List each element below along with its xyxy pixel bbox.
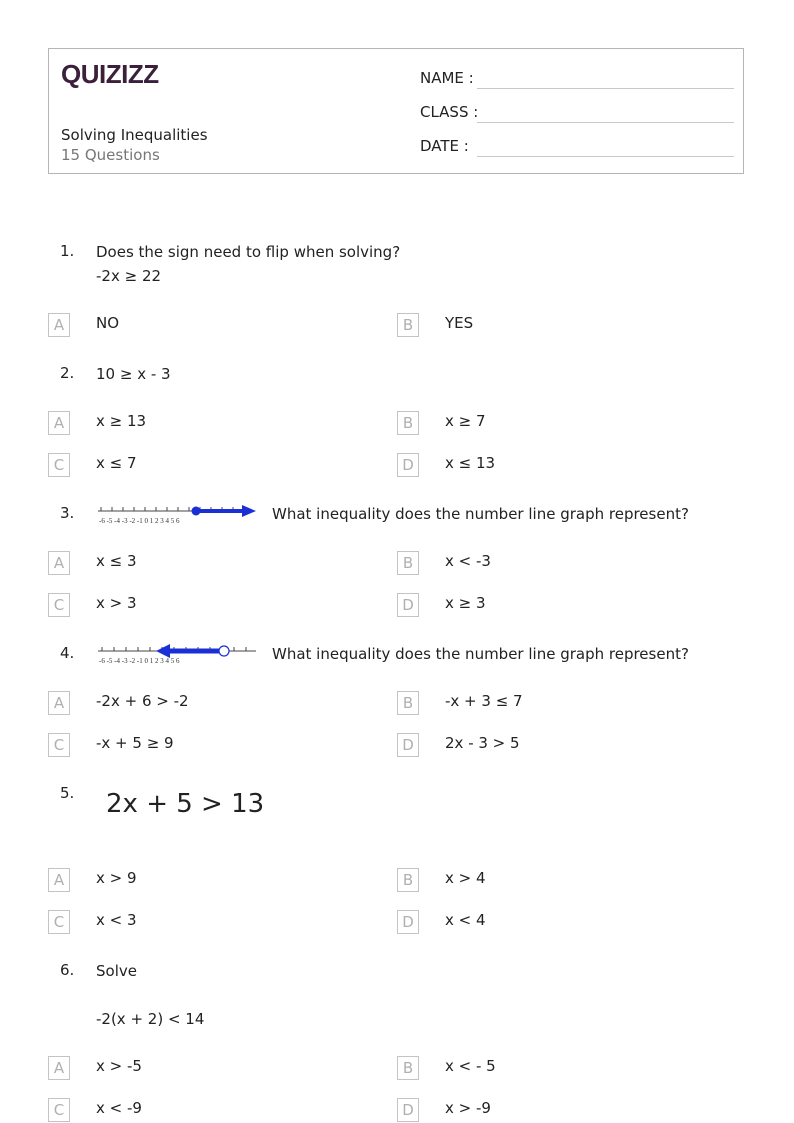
svg-text:-6 -5 -4 -3 -2 -1 0 1 2 3: -6 -5 -4 -3 -2 -1 0 1 2 3 4 5 6	[99, 657, 180, 665]
question-number: 2.	[60, 364, 75, 382]
class-field[interactable]	[420, 103, 734, 125]
question-text: What inequality does the number line graph represent?	[272, 505, 689, 523]
question-equation: -2x ≥ 22	[96, 267, 162, 285]
date-line[interactable]	[477, 156, 734, 157]
question-equation: -2(x + 2) < 14	[96, 1010, 205, 1028]
quizizz-logo: QUIZIZZ	[61, 59, 159, 89]
question-equation-image: 2x + 5 > 13	[106, 789, 265, 819]
class-line[interactable]	[477, 122, 734, 123]
date-field[interactable]	[420, 137, 734, 159]
question-text: 10 ≥ x - 3	[96, 365, 171, 383]
name-line[interactable]	[477, 88, 734, 89]
name-label: NAME :	[420, 69, 474, 87]
number-line-open-left-image	[96, 641, 258, 667]
question-text: Solve	[96, 962, 137, 980]
question-text: Does the sign need to flip when solving?	[96, 243, 401, 261]
question-number: 5.	[60, 784, 75, 802]
name-field[interactable]	[420, 69, 734, 91]
question-number: 4.	[60, 644, 75, 662]
svg-text:-6 -5 -4 -3 -2 -1 0 1 2 3: -6 -5 -4 -3 -2 -1 0 1 2 3 4 5 6	[99, 517, 180, 525]
number-line-closed-right-image	[96, 501, 258, 527]
date-label: DATE :	[420, 137, 469, 155]
question-text: What inequality does the number line graph represent?	[272, 645, 689, 663]
worksheet-title: Solving Inequalities	[61, 126, 208, 144]
worksheet-header	[48, 48, 744, 174]
class-label: CLASS :	[420, 103, 479, 121]
question-number: 1.	[60, 242, 75, 260]
question-count: 15 Questions	[61, 146, 160, 164]
question-number: 6.	[60, 961, 75, 979]
question-number: 3.	[60, 504, 75, 522]
